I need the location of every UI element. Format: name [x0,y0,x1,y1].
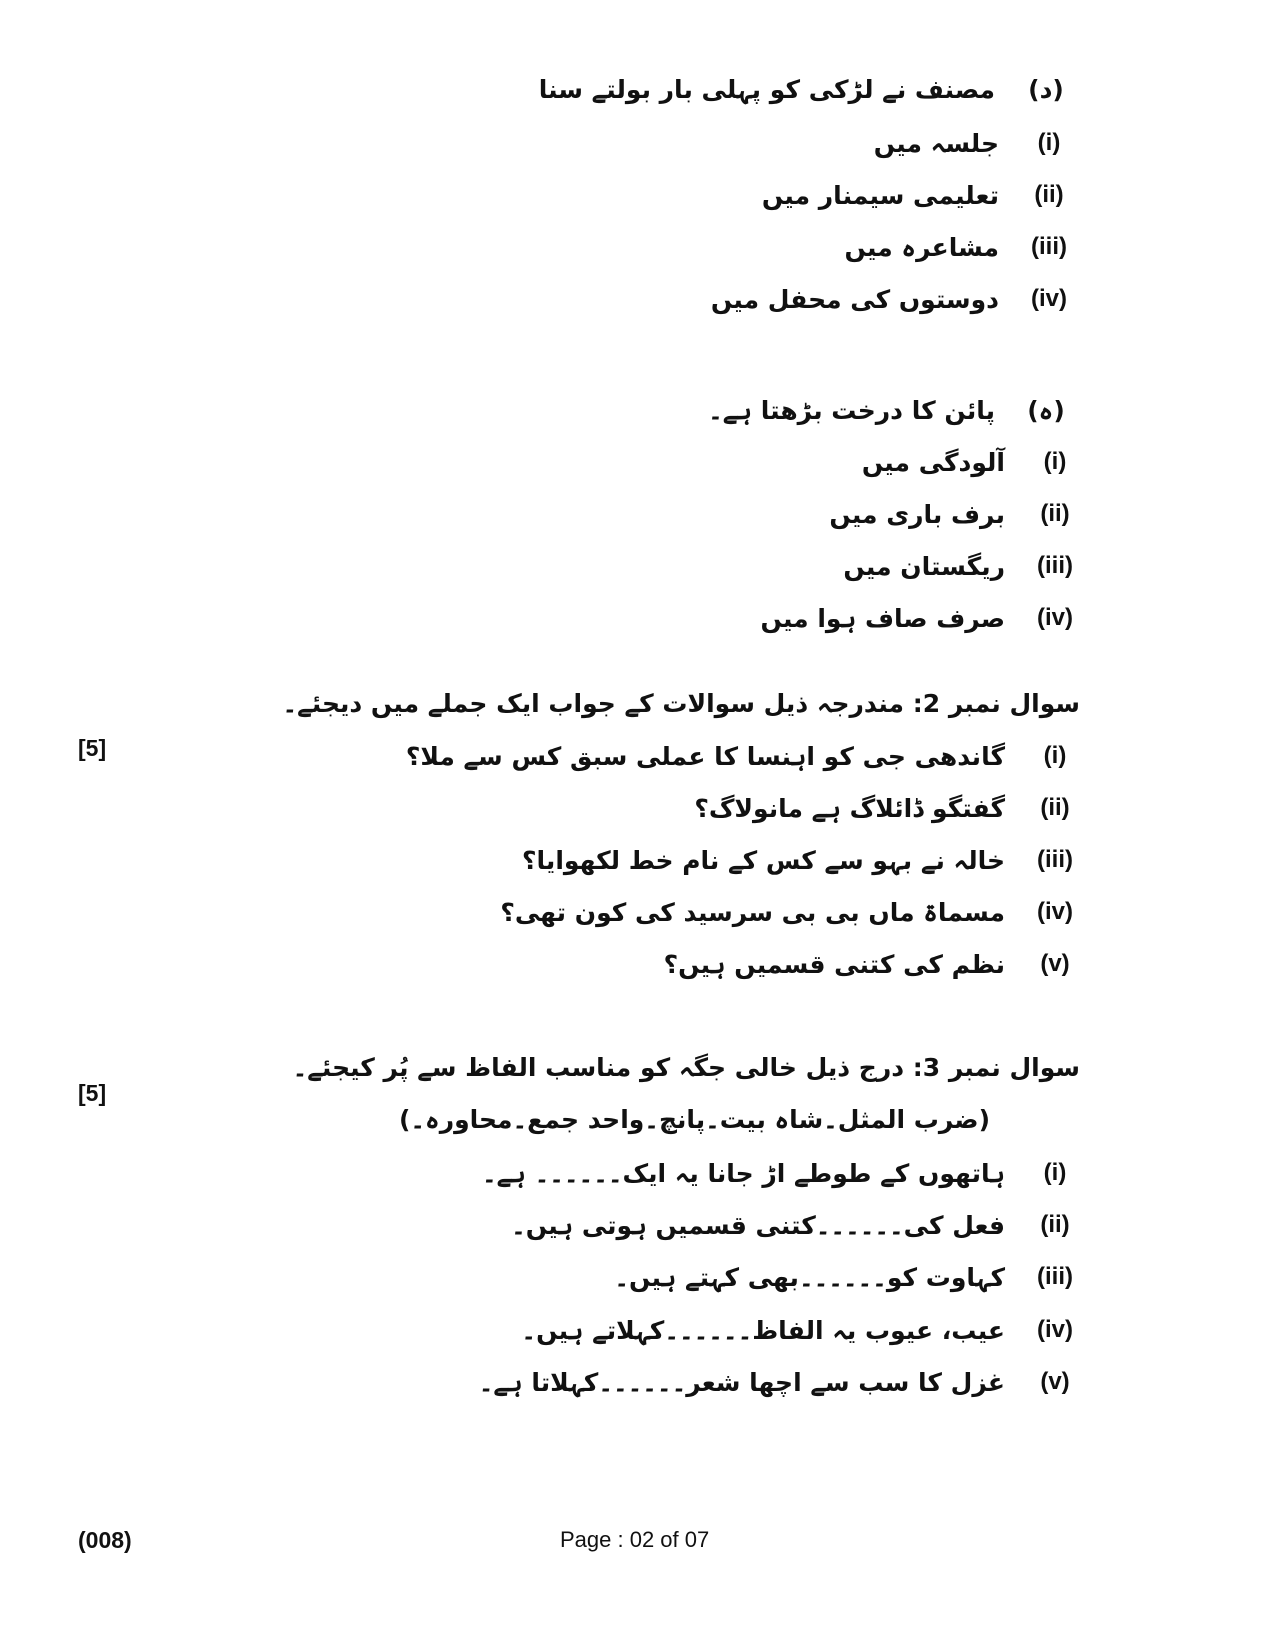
item-label: (i) [1043,742,1067,769]
option-text: ریگستان میں [843,551,1005,581]
fill-blank-item [511,1205,1083,1245]
item-label: (iii) [1036,846,1073,873]
option-row [862,442,1083,482]
option-text: برف باری میں [829,499,1005,529]
item-text: مسماۃ ماں بی بی سرسید کی کون تھی؟ [500,897,1005,927]
item-label: (iv) [1036,898,1073,925]
option-row [760,598,1083,638]
option-row [829,494,1083,534]
option-text: جلسہ میں [873,128,999,158]
question-stem: پائن کا درخت بڑھتا ہے۔ [708,395,995,425]
paper-code: (008) [78,1527,132,1553]
fill-blank-item [482,1153,1083,1193]
option-text: صرف صاف ہوا میں [760,603,1005,633]
item-text: نظم کی کتنی قسمیں ہیں؟ [663,949,1005,979]
item-label: (v) [1040,950,1070,977]
option-label: (i) [1043,448,1067,475]
item-label: (v) [1040,1368,1070,1395]
option-row [843,546,1083,586]
answer-item [694,788,1083,828]
item-label: (iv) [1036,1316,1073,1343]
question-stem: مصنف نے لڑکی کو پہلی بار بولتے سنا [538,74,995,104]
item-text: ہاتھوں کے طوطے اڑ جانا یہ ایک۔۔۔۔۔۔ ہے۔ [481,1158,1005,1188]
item-text: گاندھی جی کو اہنسا کا عملی سبق کس سے ملا؟ [405,741,1005,771]
option-row [874,123,1077,163]
answer-item [500,892,1083,932]
item-label: (ii) [1040,794,1070,821]
fill-blank-item [479,1362,1083,1402]
question-1e-stem-row [708,389,1077,431]
option-text: تعلیمی سیمنار میں [761,180,999,210]
option-label: (i) [1037,129,1061,156]
option-text: دوستوں کی محفل میں [710,284,999,314]
question-3-heading [293,1046,1080,1088]
fill-blank-item [614,1257,1083,1297]
option-label: (iv) [1036,604,1073,631]
item-text: عیب، عیوب یہ الفاظ۔۔۔۔۔۔کہلاتے ہیں۔ [521,1315,1005,1345]
question-label: (ہ) [1027,395,1065,425]
option-label: (ii) [1040,500,1070,527]
question-2-marks: [5] [78,735,107,761]
option-label: (iv) [1030,285,1067,312]
option-label: (iii) [1030,233,1067,260]
word-choices: (ضرب المثل۔شاہ بیت۔پانچ۔واحد جمع۔محاورہ۔) [398,1104,990,1134]
question-3-choices [399,1098,990,1140]
answer-item [406,736,1083,776]
question-3-heading-text: سوال نمبر 3: درج ذیل خالی جگہ کو مناسب الفاظ سے پُر کیجئے۔ [292,1052,1080,1082]
answer-item [522,840,1083,880]
item-text: غزل کا سب سے اچھا شعر۔۔۔۔۔۔کہلاتا ہے۔ [478,1367,1005,1397]
question-3-marks: [5] [78,1080,107,1106]
option-row [711,279,1077,319]
option-label: (ii) [1034,181,1064,208]
item-text: خالہ نے بہو سے کس کے نام خط لکھوایا؟ [522,845,1005,875]
question-1d-stem-row [539,68,1077,110]
option-label: (iii) [1036,552,1073,579]
fill-blank-item [521,1310,1083,1350]
option-text: آلودگی میں [861,447,1005,477]
question-label: (د) [1028,74,1064,104]
item-text: فعل کی۔۔۔۔۔۔کتنی قسمیں ہوتی ہیں۔ [511,1210,1005,1240]
item-label: (ii) [1040,1211,1070,1238]
option-row [845,227,1077,267]
question-2-heading [282,682,1080,724]
question-2-heading-text: سوال نمبر 2: مندرجہ ذیل سوالات کے جواب ایک جملے میں دیجئے۔ [282,688,1080,718]
option-row [762,175,1077,215]
answer-item [664,944,1083,984]
item-label: (iii) [1036,1263,1073,1290]
page-number: Page : 02 of 07 [560,1527,710,1552]
item-text: گفتگو ڈائلاگ ہے مانولاگ؟ [694,793,1005,823]
option-text: مشاعرہ میں [844,232,999,262]
item-text: کہاوت کو۔۔۔۔۔۔بھی کہتے ہیں۔ [614,1262,1005,1292]
item-label: (i) [1043,1159,1067,1186]
